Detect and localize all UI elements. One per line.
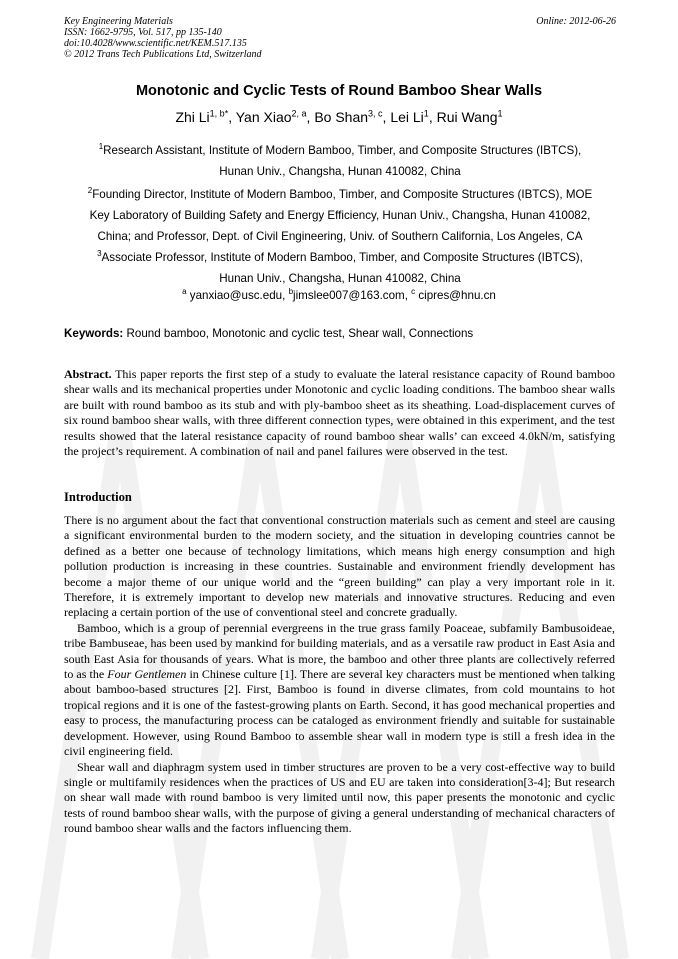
author: Yan Xiao$^{2, a}$, <box>235 108 315 125</box>
journal-header <box>64 16 262 60</box>
introduction-body <box>64 513 615 837</box>
affiliation-1: $^1$Research Assistant, Institute of Modern Bamboo, Timber, and Composite Structures (IBTCS), Hunan Univ., Changsha, Hunan 410082, China <box>98 142 582 178</box>
author: Rui Wang$^1$ <box>436 108 503 125</box>
abstract-label: Abstract. <box>64 367 112 381</box>
author-list <box>0 108 678 125</box>
paragraph: Bamboo, which is a group of perennial evergreens in the true grass family Poaceae, subfamily Bambusoideae, tribe Bambuseae, has been used by mankind for building materials, and as a versatile raw product in East Asia and south East Asia for thousands of years. What is more, the bamboo and other three plants are collectively referred to as the Four Gentlemen in Chinese culture [1]. There are several key characters must be mentioned when talking about bamboo-based structures [2]. First, Bamboo is found in diverse climates, from cold mountains to hot tropical regions and it is one of the fastest-growing plants on Earth. Second, it has good mechanical properties and easy to process, the manufacturing process can be cataloged as environment friendly and suitable for sustainable development. However, using Round Bamboo to assemble shear wall in modern type is still a fresh idea in the civil engineering field. <box>64 620 615 759</box>
journal-issn: ISSN: 1662-9795, Vol. 517, pp 135-140 <box>64 27 222 38</box>
email-link[interactable]: cipres@hnu.cn <box>415 288 496 302</box>
affiliation-3: $^3$Associate Professor, Institute of Modern Bamboo, Timber, and Composite Structures (IBTCS), Hunan Univ., Changsha, Hunan 410082, China <box>97 249 583 285</box>
paragraph: There is no argument about the fact that conventional construction materials such as cement and steel are causing a significant environmental burden to the modern society, and the situation in developing countries cannot be defined as a better one because of technology limitations, which means high energy consumption and high pollution production is increasing in these countries. Sustainable and environment friendly development has become a major theme of our unique world and the “green building” can play a very important role in it. Therefore, it is extremely important to develop new materials and innovative structures. Reducing and even replacing a certain portion of the use of conventional steel and concrete gradually. <box>64 513 615 620</box>
paper-title: Monotonic and Cyclic Tests of Round Bamboo Shear Walls <box>135 83 543 99</box>
author: Bo Shan$^{3, c}$, <box>314 108 391 125</box>
paragraph: Shear wall and diaphragm system used in timber structures are proven to be a very cost-effective way to build single or multifamily residences when the practices of US and EU are taken into consideration[3-4]; But research on shear wall made with round bamboo is very limited until now, this paper presents the monotonic and cyclic tests of round bamboo shear walls, with the purpose of giving a general understanding of mechanical characters of round bamboo shear walls and the factors influencing them. <box>64 759 615 836</box>
keywords <box>64 327 473 340</box>
author: Zhi $Li^{1, b*}$, <box>175 108 236 125</box>
online-date: Online: 2012-06-26 <box>536 16 616 27</box>
email-link[interactable]: jimslee007@163.com, <box>293 288 412 302</box>
journal-name: Key Engineering Materials <box>64 16 173 27</box>
email-link[interactable]: yanxiao@usc.edu, <box>186 288 289 302</box>
abstract-text: This paper reports the first step of a study to evaluate the lateral resistance capacity of Round bamboo shear walls and its mechanical properties under Monotonic and cyclic loading conditions. The bamboo shear walls are built with round bamboo as its stub and with ply-bamboo sheet as its sheathing. Load-displacement curves of six round bamboo shear walls, with three different connection types, were obtained in this experiment, and the test results showed that the lateral resistance capacity of round bamboo shear walls’ can exceed 4.0kN/m, satisfying the project’s requirement. A combination of nail and panel failures were observed in the test. <box>64 367 615 459</box>
keywords-text: Round bamboo, Monotonic and cyclic test, Shear wall, Connections <box>123 327 474 340</box>
email-list: $^a$ yanxiao@usc.edu, $^b$jimslee007@163.com, $^c$ cipres@hnu.cn <box>182 287 496 302</box>
abstract <box>64 367 615 459</box>
section-heading-introduction: Introduction <box>64 490 132 504</box>
journal-doi: doi:10.4028/www.scientific.net/KEM.517.135 <box>64 38 247 49</box>
author: Lei Li$^1$, <box>390 108 437 125</box>
journal-copyright: © 2012 Trans Tech Publications Ltd, Switzerland <box>64 49 262 60</box>
keywords-label: Keywords: <box>64 327 124 340</box>
affiliation-2: $^2$Founding Director, Institute of Modern Bamboo, Timber, and Composite Structures (IBTCS), MOE Key Laboratory of Building Safety and Energy Efficiency, Hunan Univ., Changsha, Hunan 410082, China; and Professor, Dept. of Civil Engineering, Univ. of Southern California, Los Angeles, CA <box>87 186 593 243</box>
